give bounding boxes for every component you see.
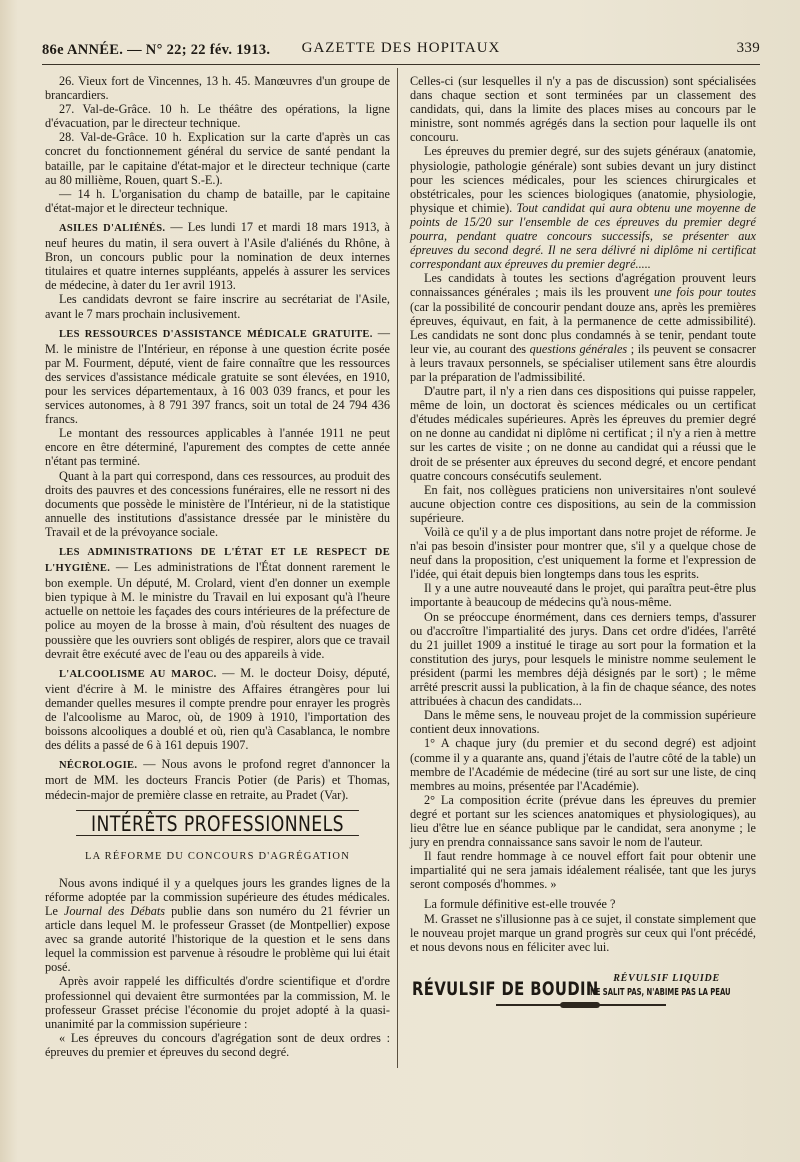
asiles-notice: ASILES D'ALIÉNÉS. — Les lundi 17 et mardi 18 mars 1913, à neuf heures du matin, il sera ouvert à l'Asile d'aliénés du Rhône, à Bron, un concours public pour la nomination de deux internes titulaires et quatre internes suppléants, appelés à assurer les services de médecine, à dater du 1er avril 1913. [45, 219, 390, 293]
section-title: L'ALCOOLISME AU MAROC. [59, 668, 217, 680]
list-item: 26. Vieux fort de Vincennes, 13 h. 45. Manœuvres d'un groupe de brancardiers. [45, 74, 390, 103]
paragraph: M. Grasset ne s'illusionne pas à ce sujet, il constate simplement que le nouveau projet marque un grand progrès sur ceux qui l'ont précédé, et nous devons nous en féliciter avec lui. [410, 911, 756, 954]
advertisement [410, 972, 756, 1012]
ressources-notice: LES RESSOURCES D'ASSISTANCE MÉDICALE GRATUITE. — M. le ministre de l'Intérieur, en réponse à une question écrite posée par M. Fourment, député, vient de faire connaître que les ressources des services d'assistance médicale gratuite se sont élevées, en 1910, pour les services départementaux, à 16 003 039 francs, et pour les services autonomes, à 8 791 397 francs, soit un total de 24 794 436 francs. [45, 325, 390, 427]
paragraph: La formule définitive est-elle trouvée ? [424, 897, 616, 912]
running-header [42, 38, 760, 65]
ad-product-name: RÉVULSIF DE BOUDIN [412, 977, 599, 1000]
section-title: NÉCROLOGIE. [59, 760, 138, 772]
issue-info: 86e ANNÉE. — N° 22; 22 fév. 1913. [42, 42, 271, 58]
alcoolisme-notice: L'ALCOOLISME AU MAROC. — M. le docteur Doisy, député, vient d'écrire à M. le ministre des Affaires étrangères pour lui demander quelles mesures il compte prendre pour enrayer les progrès de l'alcoolisme au Maroc, où, de 1909 à 1910, l'importation des boissons alcooliques a doublé et où, rien qu'à Casablanca, le nombre des délits a passé de 6 à 161 depuis 1907. [45, 665, 390, 753]
journal-name: Journal des Débats [63, 903, 166, 918]
paragraph: Quant à la part qui correspond, dans ces ressources, au produit des droits des pauvres et des concessions funéraires, elle ne ressort ni des documents que possède le ministère de l'Intérieur, ni de la statistique annuelle des institutions d'assistance dressée par le ministère du Travail et de la prévoyance sociale. [45, 468, 390, 539]
list-item: — 14 h. L'organisation du champ de bataille, par le capitaine d'état-major et le directeur technique. [45, 186, 390, 215]
paragraph: Les candidats devront se faire inscrire au secrétariat de l'Asile, avant le 7 mars prochain inclusivement. [45, 292, 390, 321]
paragraph: 1° A chaque jury (du premier et du second degré) est adjoint (comme il y a quarante ans, quand j'étais de l'autre côté de la table) un membre de l'Académie de médecine (tiré au sort sur une liste, de cinq membres au moins, présentée par l'Académie). [410, 736, 756, 793]
paragraph: Il faut rendre hommage à ce nouvel effort fait pour obtenir une impartialité qui ne sera jamais idéalement réalisée, tant que les jurys seront composés d'hommes. » [410, 849, 756, 892]
paragraph: On se préoccupe énormément, dans ces derniers temps, d'assurer ou d'accroître l'impartialité des jurys. Dans cet ordre d'idées, l'arrêté du 21 juillet 1909 a institué le tirage au sort pour la formation et la constitution des jurys, pour lesquels le ministre nomme seulement le président (parmi les membres déjà désignés par le sort) ; le même arrêté prescrit aussi la publication, à la fin de chaque séance, des notes attribuées à chacun des candidats... [410, 609, 756, 709]
paragraph: Voilà ce qu'il y a de plus important dans notre projet de réforme. Je n'ai pas besoin d'insister pour montrer que, s'il y a quelque chose de neuf dans la proposition, c'est uniquement la forme et l'expression de l'idée, qui était depuis bien longtemps dans tous les esprits. [410, 525, 756, 582]
paragraph: Nous avons indiqué il y a quelques jours les grandes lignes de la réforme adoptée par la commission supérieure des études médicales. Le Journal des Débats publie dans son numéro du 21 février un article dans lequel M. le professeur Grasset (de Montpellier) expose avec sa grande autorité l'historique de la question et le sens dans lequel la commission est parvenue à résoudre le problème qui lui était posé. [45, 875, 390, 975]
section-banner: INTÉRÊTS PROFESSIONNELS [76, 810, 359, 836]
right-column [410, 74, 756, 1012]
section-title: ASILES D'ALIÉNÉS. [59, 222, 166, 234]
page-number: 339 [736, 40, 760, 56]
paragraph: 2° La composition écrite (prévue dans les épreuves du premier degré et portant sur les sciences anatomiques et physiologiques), au lieu d'être lue en séance publique par le candidat, sera anonyme ; le jury en prendra connaissance sans savoir le nom de l'auteur. [410, 792, 756, 850]
section-title: LES ADMINISTRATIONS DE L'ÉTAT ET LE RESPECT DE L'HYGIÈNE. [45, 547, 390, 575]
paragraph: Les épreuves du premier degré, sur des sujets généraux (anatomie, physiologie, pathologie générale) sont subies devant un jury distinct pour les sciences médicales, pour les sciences chirurgicales et obstétricales, pour les sciences biologiques (anatomie, physiologie, physique et chimie). Tout candidat qui aura obtenu une moyenne de points de 15/20 sur l'ensemble de ces épreuves du premier degré pourra, pendant quatre concours successifs, se présenter aux épreuves du second degré. Il ne sera délivré ni diplôme ni certificat correspondant aux épreuves du premier degré..... [410, 144, 756, 272]
paragraph: Dans le même sens, le nouveau projet de la commission supérieure contient deux innovations. [410, 708, 756, 737]
list-item: 28. Val-de-Grâce. 10 h. Explication sur la carte d'après un cas concret du fonctionnement général du service de santé pendant la bataille, par le capitaine d'état-major et le directeur technique (carte au 80 millième, Rouen, quart S.-E.). [45, 130, 390, 187]
paragraph: D'autre part, il n'y a rien dans ces dispositions qui puisse rappeler, même de loin, un doctorat ès sciences médicales ou un certificat d'études médicales supérieures. Après les épreuves du premier degré on ne donne au candidat ni diplôme ni certificat ; il n'y a rien à mettre sur les cartes de visite ; on ne donne au candidat qui a réussi que le droit de se présenter aux épreuves du second degré, et encore pendant quatre concours consécutifs seulement. [410, 384, 756, 483]
ad-tagline: NE SALIT PAS, N'ABIME PAS LA PEAU [590, 986, 731, 998]
paragraph: Les candidats à toutes les sections d'agrégation prouvent leurs connaissances générales ; mais ils les prouvent une fois pour toutes (car la possibilité de concourir pendant douze ans, après les premières épreuves, équivaut, en fait, à la permanence de cette admissibilité). Les candidats ne sont donc plus condamnés à se tenir, pendant toute leur vie, au courant des questions générales ; ils peuvent se consacrer à leurs travaux personnels, se spécialiser utilement sans être alourdis par la préparation de l'admissibilité. [410, 271, 756, 384]
paragraph: Il y a une autre nouveauté dans le projet, qui paraîtra peut-être plus importante à beaucoup de médecins qu'à nous-même. [410, 581, 756, 610]
ad-ornament [560, 1002, 600, 1008]
article-title: LA RÉFORME DU CONCOURS D'AGRÉGATION [85, 850, 350, 862]
ad-subtitle: RÉVULSIF LIQUIDE [613, 972, 720, 984]
necrologie-notice: NÉCROLOGIE. — Nous avons le profond regret d'annoncer la mort de MM. les docteurs Francis Potier (de Paris) et Thomas, médecin-major de première classe en retraite, au Pradet (Var). [45, 757, 390, 802]
column-divider [397, 68, 398, 1068]
quote-paragraph: « Les épreuves du concours d'agrégation sont de deux ordres : épreuves du premier et épreuves du second degré. [45, 1030, 390, 1059]
list-item: 27. Val-de-Grâce. 10 h. Le théâtre des opérations, la ligne d'évacuation, par le directeur technique. [45, 102, 390, 131]
left-column [45, 74, 390, 1059]
section-title: LES RESSOURCES D'ASSISTANCE MÉDICALE GRATUITE. [59, 328, 373, 340]
paragraph: Celles-ci (sur lesquelles il n'y a pas de discussion) sont spécialisées dans chaque section et sont terminées par un classement des candidats, qui, dans la limite des places mises au concours par le ministre, sont nommés agrégés dans la section pour laquelle ils ont concouru. [410, 74, 756, 145]
paragraph: En fait, nos collègues praticiens non universitaires n'ont soulevé aucune objection contre ces dispositions, au sein de la commission supérieure. [410, 482, 756, 525]
paragraph: Après avoir rappelé les difficultés d'ordre scientifique et d'ordre professionnel qui devaient être surmontées par la commission, M. le professeur Grasset précise l'économie du projet adopté à la quasi-unanimité par la commission supérieure : [45, 974, 390, 1031]
paragraph: Le montant des ressources applicables à l'année 1911 ne peut encore en être déterminé, l'apurement des comptes de cette année n'étant pas terminé. [45, 426, 390, 469]
administrations-notice: LES ADMINISTRATIONS DE L'ÉTAT ET LE RESPECT DE L'HYGIÈNE. — Les administrations de l'État donnent rarement le bon exemple. Un député, M. Crolard, vient d'en donner un exemple bien typique à M. le ministre du Travail en lui exposant qu'à l'heure actuelle on nettoie les façades des cours intérieures de la préfecture de police au moyen de la brosse à main, d'où résultent des nuages de poussière que les ouvriers sont obligés de respirer, alors que ce travail devrait être exécuté avec de l'eau ou des appareils à vide. [45, 547, 390, 661]
journal-title: GAZETTE DES HOPITAUX [301, 40, 501, 56]
